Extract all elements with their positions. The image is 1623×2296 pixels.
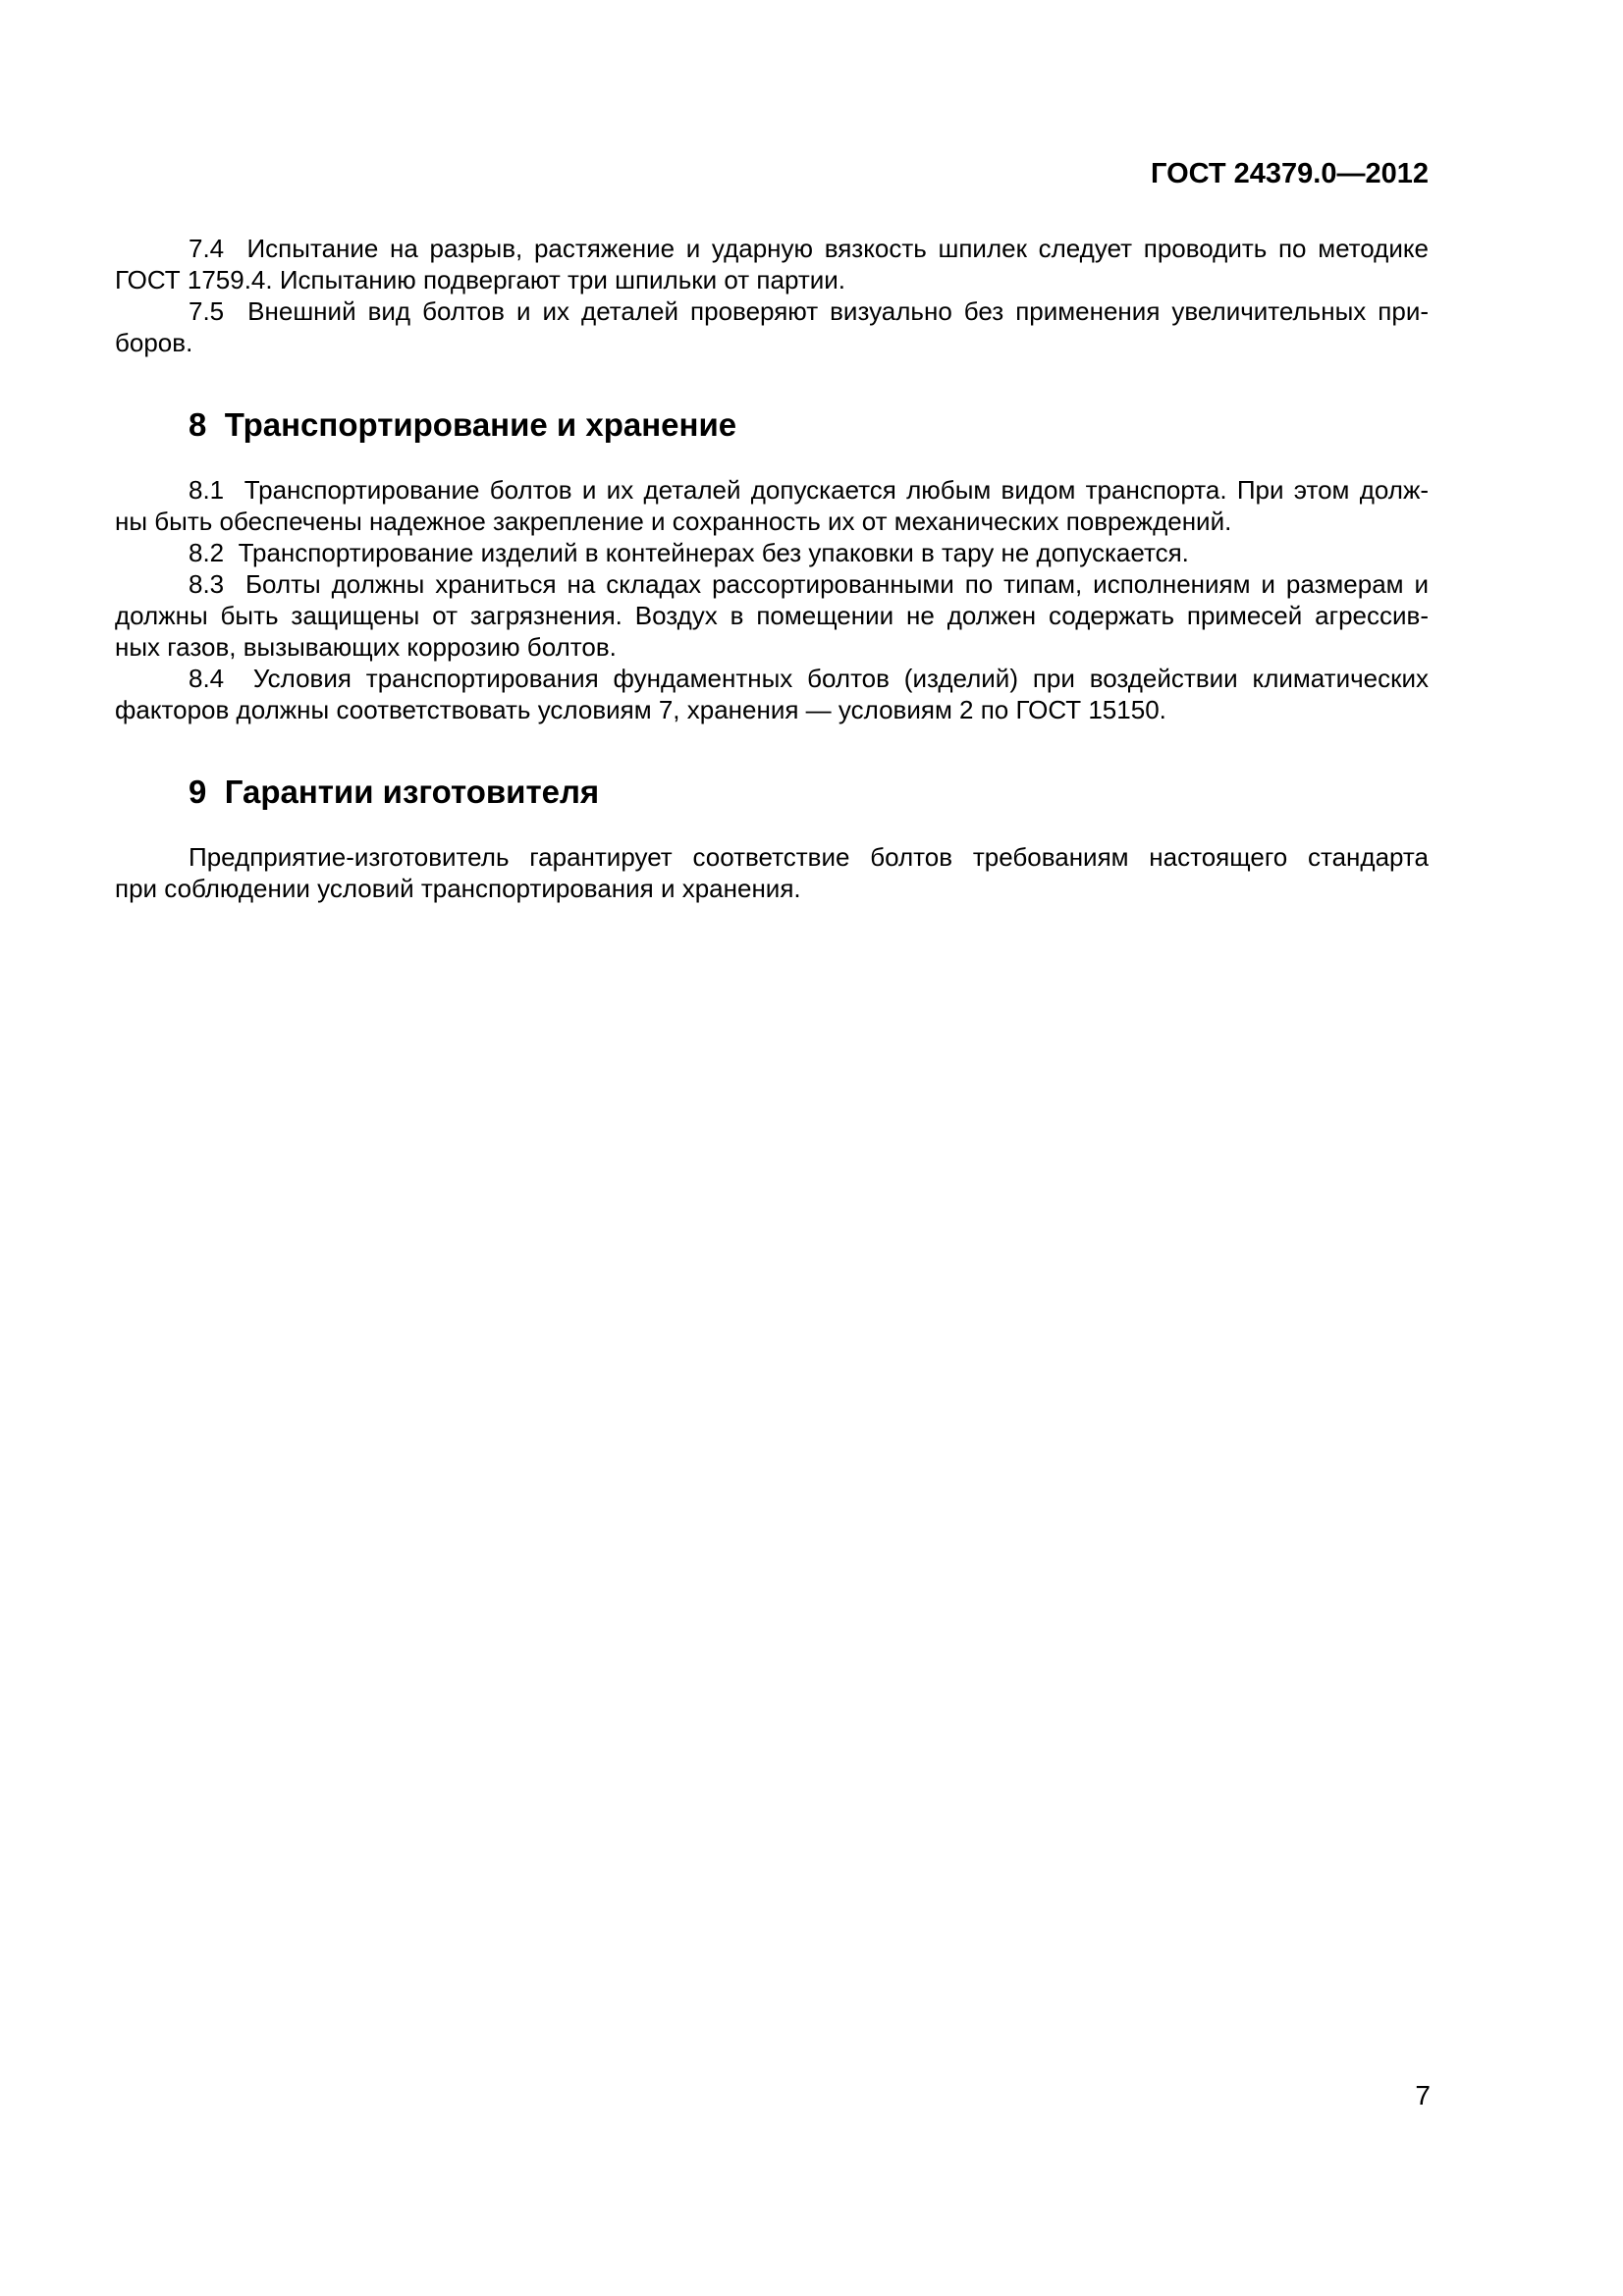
paragraph bbox=[115, 295, 1429, 358]
paragraph-line: 8.2 Транспортирование изделий в контейнерах без упаковки в тару не допускается. bbox=[189, 538, 1189, 567]
paragraph-line: должны быть защищены от загрязнения. Воздух в помещении не должен содержать примесей агрессив- bbox=[115, 601, 1429, 630]
paragraph bbox=[115, 233, 1429, 295]
paragraph bbox=[115, 474, 1429, 537]
section-heading: 8 Транспортирование и хранение bbox=[189, 406, 737, 443]
paragraph-line: ных газов, вызывающих коррозию болтов. bbox=[115, 632, 617, 662]
page-number: 7 bbox=[1415, 2080, 1431, 2110]
paragraph-line: 7.4 Испытание на разрыв, растяжение и ударную вязкость шпилек следует проводить по методике bbox=[189, 234, 1429, 263]
paragraph-line: 8.3 Болты должны храниться на складах рассортированными по типам, исполнениям и размерам и bbox=[189, 569, 1429, 599]
document-content bbox=[115, 157, 1429, 904]
paragraph bbox=[115, 841, 1429, 904]
paragraph-line: ны быть обеспечены надежное закрепление и сохранность их от механических повреждений. bbox=[115, 507, 1232, 536]
paragraph-line: при соблюдении условий транспортирования и хранения. bbox=[115, 874, 801, 903]
paragraph-line: ГОСТ 1759.4. Испытанию подвергают три шпильки от партии. bbox=[115, 265, 846, 294]
paragraph-line: 7.5 Внешний вид болтов и их деталей проверяют визуально без применения увеличительных при- bbox=[189, 296, 1429, 326]
paragraph bbox=[115, 568, 1429, 663]
paragraph-line: факторов должны соответствовать условиям 7, хранения — условиям 2 по ГОСТ 15150. bbox=[115, 695, 1166, 724]
section-heading: 9 Гарантии изготовителя bbox=[189, 774, 600, 810]
paragraph bbox=[115, 537, 1429, 568]
standard-code-header: ГОСТ 24379.0—2012 bbox=[1151, 158, 1429, 189]
paragraph-line: 8.4 Условия транспортирования фундаментных болтов (изделий) при воздействии климатических bbox=[189, 664, 1429, 693]
document-body bbox=[115, 233, 1429, 904]
paragraph-line: Предприятие-изготовитель гарантирует соответствие болтов требованиям настоящего стандарта bbox=[189, 842, 1429, 872]
paragraph bbox=[115, 663, 1429, 725]
paragraph-line: 8.1 Транспортирование болтов и их деталей допускается любым видом транспорта. При этом долж- bbox=[189, 475, 1429, 505]
paragraph-line: боров. bbox=[115, 328, 193, 357]
